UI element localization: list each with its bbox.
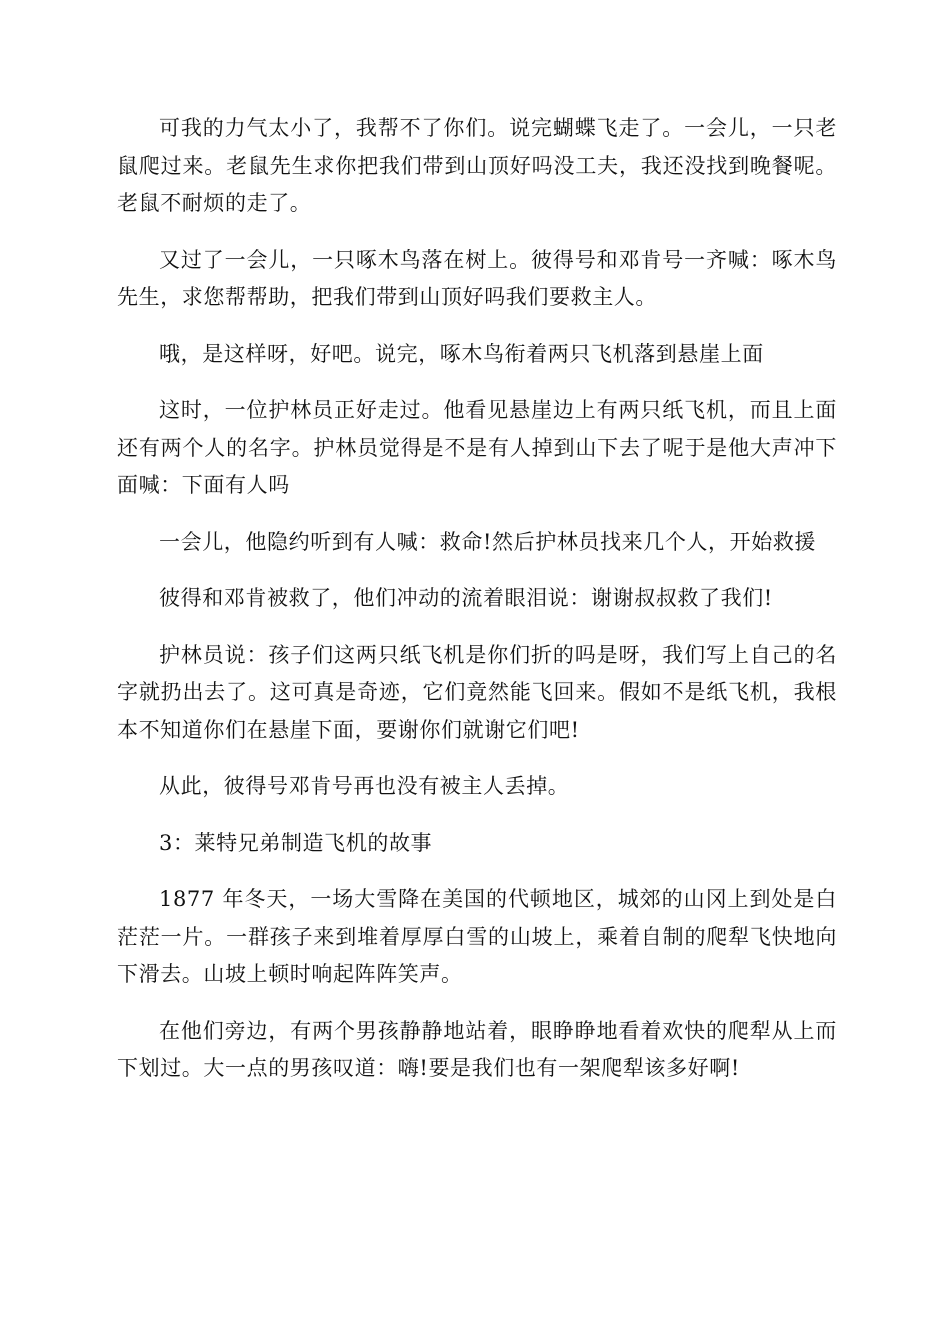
- paragraph: 哦，是这样呀，好吧。说完，啄木鸟衔着两只飞机落到悬崖上面: [159, 341, 764, 366]
- document-body: [117, 110, 837, 1107]
- paragraph: 1877 年冬天，一场大雪降在美国的代顿地区，城郊的山冈上到处是白茫茫一片。一群孩子来到堆着厚厚白雪的山坡上，乘着自制的爬犁飞快地向下滑去。山坡上顿时响起阵阵笑声。: [117, 887, 837, 986]
- paragraph: 又过了一会儿，一只啄木鸟落在树上。彼得号和邓肯号一齐喊：啄木鸟先生，求您帮帮助，把我们带到山顶好吗我们要救主人。: [117, 247, 837, 309]
- paragraph: 在他们旁边，有两个男孩静静地站着，眼睁睁地看着欢快的爬犁从上而下划过。大一点的男孩叹道：嗨!要是我们也有一架爬犁该多好啊!: [117, 1018, 837, 1080]
- paragraph: 这时，一位护林员正好走过。他看见悬崖边上有两只纸飞机，而且上面还有两个人的名字。护林员觉得是不是有人掉到山下去了呢于是他大声冲下面喊：下面有人吗: [117, 398, 837, 497]
- paragraph: 护林员说：孩子们这两只纸飞机是你们折的吗是呀，我们写上自己的名字就扔出去了。这可真是奇迹，它们竟然能飞回来。假如不是纸飞机，我根本不知道你们在悬崖下面，要谢你们就谢它们吧!: [117, 642, 837, 742]
- paragraph: 可我的力气太小了，我帮不了你们。说完蝴蝶飞走了。一会儿，一只老鼠爬过来。老鼠先生求你把我们带到山顶好吗没工夫，我还没找到晚餐呢。老鼠不耐烦的走了。: [117, 116, 837, 215]
- section-heading: 3：莱特兄弟制造飞机的故事: [159, 830, 433, 855]
- paragraph: 彼得和邓肯被救了，他们冲动的流着眼泪说：谢谢叔叔救了我们!: [159, 586, 773, 610]
- paragraph: 一会儿，他隐约听到有人喊：救命!然后护林员找来几个人，开始救援: [159, 529, 817, 554]
- paragraph: 从此，彼得号邓肯号再也没有被主人丢掉。: [159, 774, 570, 798]
